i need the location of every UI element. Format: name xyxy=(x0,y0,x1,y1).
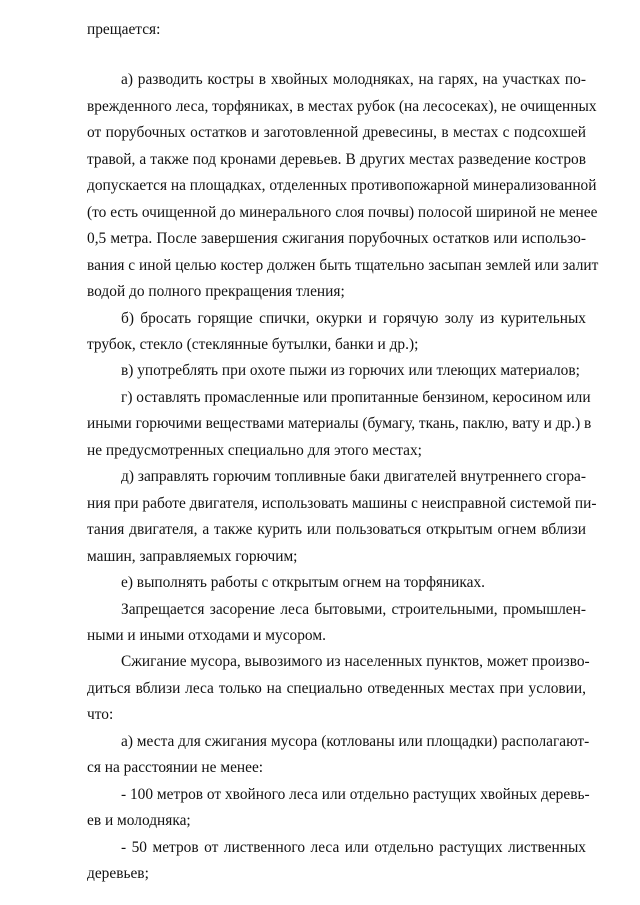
text-line: что: xyxy=(87,706,114,723)
text-line: е) выполнять работы с открытым огнем на торфяниках. xyxy=(121,574,485,591)
text-line: ния при работе двигателя, использовать машины с неисправной системой пи- xyxy=(87,495,597,512)
text-line: диться вблизи леса только на специально отведенных местах при условии, xyxy=(87,680,586,697)
text-line: допускается на площадках, отделенных противопожарной минерализованной xyxy=(87,177,597,194)
text-line: врежденного леса, торфяниках, в местах рубок (на лесосеках), не очищенных xyxy=(87,98,597,115)
text-line: водой до полного прекращения тления; xyxy=(87,283,345,300)
text-line: б) бросать горящие спички, окурки и горячую золу из курительных xyxy=(121,310,586,327)
text-line: - 100 метров от хвойного леса или отдельно растущих хвойных деревь- xyxy=(121,786,590,803)
text-line: тания двигателя, а также курить или пользоваться открытым огнем вблизи xyxy=(87,521,586,538)
text-line: а) разводить костры в хвойных молодняках, на гарях, на участках по- xyxy=(121,71,586,88)
text-line: вания с иной целью костер должен быть тщательно засыпан землей или залит xyxy=(87,257,599,274)
text-line: д) заправлять горючим топливные баки двигателей внутреннего сгора- xyxy=(121,468,586,485)
text-line: 0,5 метра. После завершения сжигания порубочных остатков или использо- xyxy=(87,230,586,247)
text-line: трубок, стекло (стеклянные бутылки, банки и др.); xyxy=(87,336,419,353)
text-line: ными и иными отходами и мусором. xyxy=(87,627,326,644)
text-line: не предусмотренных специально для этого местах; xyxy=(87,442,422,459)
text-line: Запрещается засорение леса бытовыми, строительными, промышлен- xyxy=(121,601,586,618)
text-line: г) оставлять промасленные или пропитанные бензином, керосином или xyxy=(121,389,591,406)
text-line: - 50 метров от лиственного леса или отдельно растущих лиственных xyxy=(121,839,586,856)
text-line: ев и молодняка; xyxy=(87,812,191,829)
text-line: (то есть очищенной до минерального слоя почвы) полосой шириной не менее xyxy=(87,204,598,221)
text-line: Сжигание мусора, вывозимого из населенных пунктов, может произво- xyxy=(121,653,590,670)
text-line: от порубочных остатков и заготовленной древесины, в местах с подсохшей xyxy=(87,124,586,141)
text-line: в) употреблять при охоте пыжи из горючих или тлеющих материалов; xyxy=(121,362,580,379)
text-line: деревьев; xyxy=(87,865,149,882)
text-line: травой, а также под кронами деревьев. В других местах разведение костров xyxy=(87,151,586,168)
text-line: машин, заправляемых горючим; xyxy=(87,548,298,565)
text-line: ся на расстоянии не менее: xyxy=(87,759,264,776)
text-line: прещается: xyxy=(87,21,161,38)
text-line: а) места для сжигания мусора (котлованы или площадки) располагают- xyxy=(121,733,590,750)
text-line: иными горючими веществами материалы (бумагу, ткань, паклю, вату и др.) в xyxy=(87,415,592,432)
